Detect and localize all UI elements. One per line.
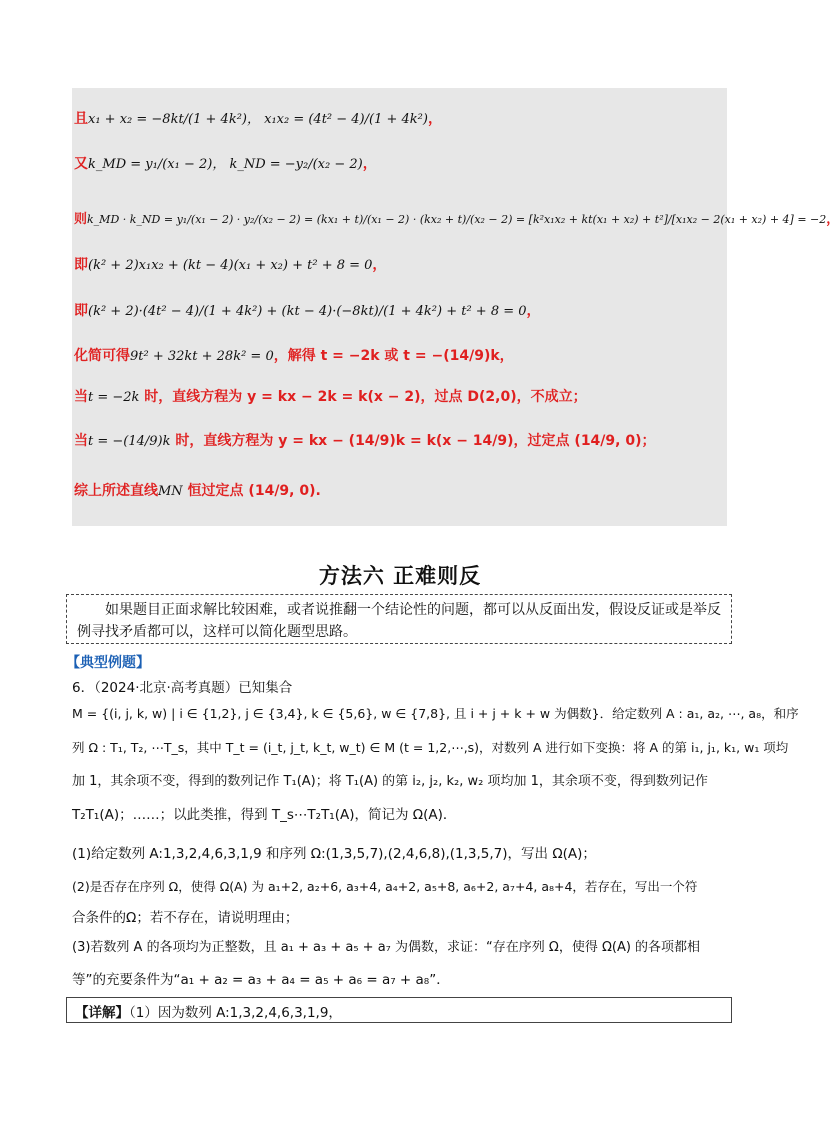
solution-line-8: 当t = −(14/9)k 时，直线方程为 y = kx − (14/9)k = k(x − 14/9)，过定点 (14/9, 0)； [74, 433, 656, 449]
answer-label: 【详解】 [75, 1005, 129, 1021]
problem-line-8: 合条件的Ω；若不存在，请说明理由； [72, 910, 299, 926]
problem-line-6: (1)给定数列 A:1,3,2,4,6,3,1,9 和序列 Ω:(1,3,5,7),(2,4,6,8),(1,3,5,7)，写出 Ω(A)； [72, 846, 596, 862]
solution-line-3: 则k_MD · k_ND = y₁/(x₁ − 2) · y₂/(x₂ − 2) = (kx₁ + t)/(x₁ − 2) · (kx₂ + t)/(x₂ − 2) = [k²x₁x₂ + kt(x₁ + x₂) + t²]/[x₁x₂ − 2(x₁ + x₂) + 4] = −2， [74, 212, 839, 227]
problem-line-7: (2)是否存在序列 Ω，使得 Ω(A) 为 a₁+2, a₂+6, a₃+4, a₄+2, a₅+8, a₆+2, a₇+4, a₈+4，若存在，写出一个符 [72, 879, 698, 894]
answer-text: （1）因为数列 A:1,3,2,4,6,3,1,9， [129, 1005, 342, 1021]
solution-line-9: 综上所述直线MN 恒过定点 (14/9, 0). [74, 483, 321, 499]
method-title: 方法六 正难则反 [318, 564, 482, 588]
problem-line-5: T₂T₁(A)；……；以此类推，得到 T_s⋯T₂T₁(A)，简记为 Ω(A)． [72, 807, 457, 823]
problem-line-9: (3)若数列 A 的各项均为正整数，且 a₁ + a₃ + a₅ + a₇ 为偶数，求证：“存在序列 Ω，使得 Ω(A) 的各项都相 [72, 940, 701, 955]
problem-line-2: M = {(i, j, k, w) | i ∈ {1,2}, j ∈ {3,4}, k ∈ {5,6}, w ∈ {7,8}, 且 i + j + k + w 为偶数}．给定数列 A : a₁, a₂, ⋯, a₈，和序 [72, 706, 799, 721]
problem-line-1: 6．（2024·北京·高考真题）已知集合 [72, 680, 293, 696]
problem-line-4: 加 1，其余项不变，得到的数列记作 T₁(A)；将 T₁(A) 的第 i₂, j₂, k₂, w₂ 项均加 1，其余项不变，得到数列记作 [72, 774, 708, 789]
solution-line-5: 即(k² + 2)·(4t² − 4)/(1 + 4k²) + (kt − 4)·(−8kt)/(1 + 4k²) + t² + 8 = 0， [74, 303, 541, 319]
solution-line-1: 且x₁ + x₂ = −8kt/(1 + 4k²)， x₁x₂ = (4t² − 4)/(1 + 4k²)， [74, 111, 442, 127]
example-tag: 【典型例题】 [66, 655, 150, 671]
solution-line-6: 化简可得9t² + 32kt + 28k² = 0，解得 t = −2k 或 t = −(14/9)k， [74, 348, 514, 364]
solution-line-2: 又k_MD = y₁/(x₁ − 2)， k_ND = −y₂/(x₂ − 2)， [74, 156, 377, 172]
solution-line-7: 当t = −2k 时，直线方程为 y = kx − 2k = k(x − 2)，过点 D(2,0)，不成立； [74, 389, 587, 405]
problem-line-3: 列 Ω : T₁, T₂, ⋯T_s，其中 T_t = (i_t, j_t, k_t, w_t) ∈ M (t = 1,2,⋯,s)，对数列 A 进行如下变换：将 A 的第 i₁, j₁, k₁, w₁ 项均 [72, 740, 789, 755]
problem-line-10: 等”的充要条件为“a₁ + a₂ = a₃ + a₄ = a₅ + a₆ = a₇ + a₈”． [72, 972, 450, 988]
method-tip-box: 如果题目正面求解比较困难，或者说推翻一个结论性的问题，都可以从反面出发，假设反证或是举反例寻找矛盾都可以，这样可以简化题型思路。 [66, 594, 732, 644]
solution-line-4: 即(k² + 2)x₁x₂ + (kt − 4)(x₁ + x₂) + t² + 8 = 0， [74, 257, 387, 273]
answer-box [66, 997, 732, 1023]
